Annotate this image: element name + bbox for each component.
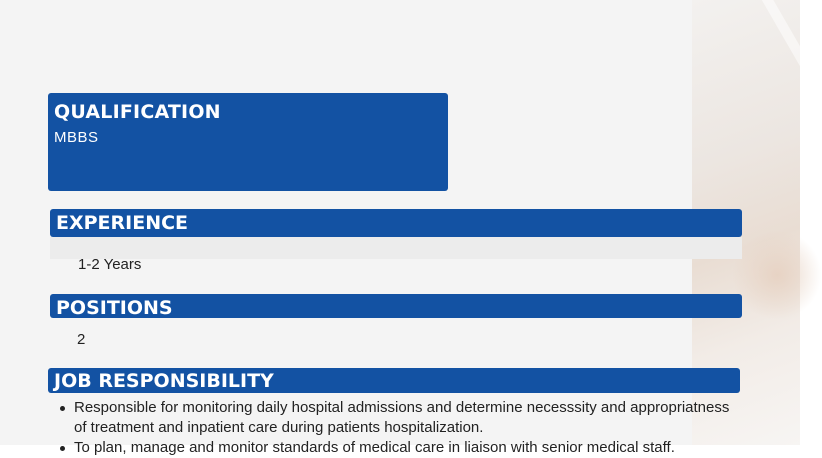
experience-value-band <box>50 237 742 259</box>
job-responsibility-heading: JOB RESPONSIBILITY <box>48 368 740 393</box>
qualification-box <box>48 93 448 191</box>
positions-heading: POSITIONS <box>50 294 742 318</box>
qualification-value: MBBS <box>54 129 99 146</box>
list-item: To plan, manage and monitor standards of medical care in liaison with senior medical staff. <box>58 438 738 458</box>
qualification-title: QUALIFICATION <box>54 101 221 123</box>
experience-value: 1-2 Years <box>78 256 142 273</box>
photo-blob <box>732 230 822 320</box>
photo-stripe <box>748 0 817 79</box>
experience-heading: EXPERIENCE <box>50 209 742 237</box>
positions-value: 2 <box>77 331 86 348</box>
list-item: Responsible for monitoring daily hospital admissions and determine necesssity and appropriatness of treatment and inpatient care during patients hospitalization. <box>58 398 738 438</box>
job-responsibility-list <box>58 398 738 458</box>
